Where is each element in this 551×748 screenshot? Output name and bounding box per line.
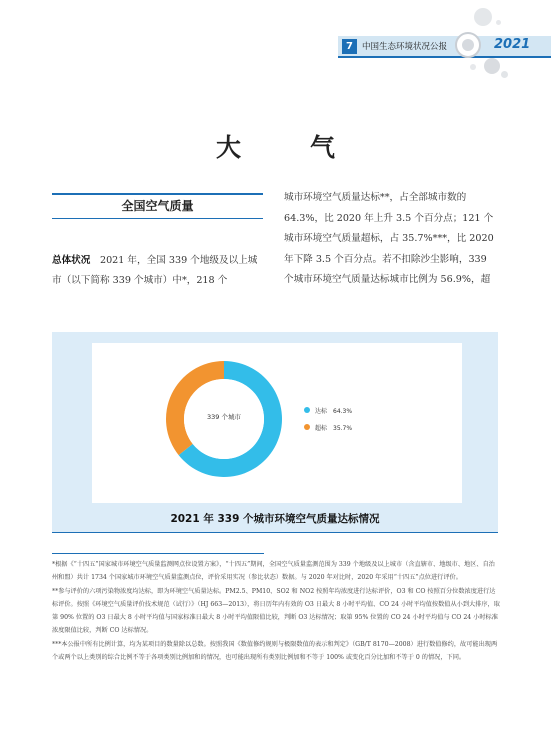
paragraph-lead: 总体状况 xyxy=(52,255,91,266)
pie-center-label: 339 个城市 xyxy=(207,413,241,421)
legend-swatch-pass xyxy=(304,407,310,413)
page-title: 大 气 xyxy=(215,133,357,162)
publication-title: 中国生态环境状况公报 xyxy=(362,42,448,52)
footnote-rule xyxy=(52,553,264,554)
legend-label-fail: 超标 35.7% xyxy=(315,425,353,432)
footnote-1: *根据《“十四五”国家城市环境空气质量监测网点位设置方案》，“十四五”期间，全国空气质量监测范围为 339 个地级及以上城市（含直辖市、地级市、地区、自治州和盟）共计 1734 个国家城市环境空气质量监测点位，评价采用实况（参比状态）数据。与 2020 年对比时，2020 年采用“十四五”点位进行评价。 xyxy=(52,561,495,582)
legend-label-pass: 达标 64.3% xyxy=(315,408,353,415)
figure-caption-rule xyxy=(52,532,498,533)
legend-swatch-fail xyxy=(304,424,310,430)
publication-year: 2021 xyxy=(494,37,531,52)
footnote-3: ***本公报中所有比例计算，均为某项目的数量除以总数。按照我国《数值修约规则与极限数值的表示和判定》（GB/T 8170—2008）进行数值修约，故可能出现两个或两个以上类别的综合比例不等于各项类别比例加和的情况，也可能出现所有类别比例加和不等于 100% 或变化百分比加和不等于 0 的情况，下同。 xyxy=(52,640,498,662)
footnote-2: **参与评价的六项污染物浓度均达标，即为环境空气质量达标。PM2.5、PM10、SO2 和 NO2 按照年均浓度进行达标评价，O3 和 CO 按照百分位数浓度进行达标评价。按照《环境空气质量评价技术规范（试行）》（HJ 663—2013），将日历年内有效的 O3 日最大 8 小时平均值、CO 24 小时平均值按数值从小到大排序，取第 90% 位置的 O3 日最大 8 小时平均值与国家标准日最大 8 小时平均值限值比较，判断 O3 达标情况；取第 95% 位置的 CO 24 小时平均值与 CO 24 小时标准浓度限值比较，判断 CO 达标情况。 xyxy=(52,587,500,635)
section-title: 全国空气质量 xyxy=(121,199,194,213)
figure-caption: 2021 年 339 个城市环境空气质量达标情况 xyxy=(170,513,380,525)
body-paragraph-right: 城市环境空气质量达标**，占全部城市数的 64.3%，比 2020 年上升 3.5 个百分点；121 个城市环境空气质量超标，占 35.7%***，比 2020 年下降 3.5 个百分点。若不扣除沙尘影响，339 个城市环境空气质量达标城市比例为 56.9%，超 xyxy=(284,192,494,285)
page-number: 7 xyxy=(342,39,357,54)
footnotes xyxy=(52,558,500,664)
paragraph-text: 2021 年，全国 339 个地级及以上城市（以下简称 339 个城市）中*，218 个 xyxy=(52,255,258,286)
